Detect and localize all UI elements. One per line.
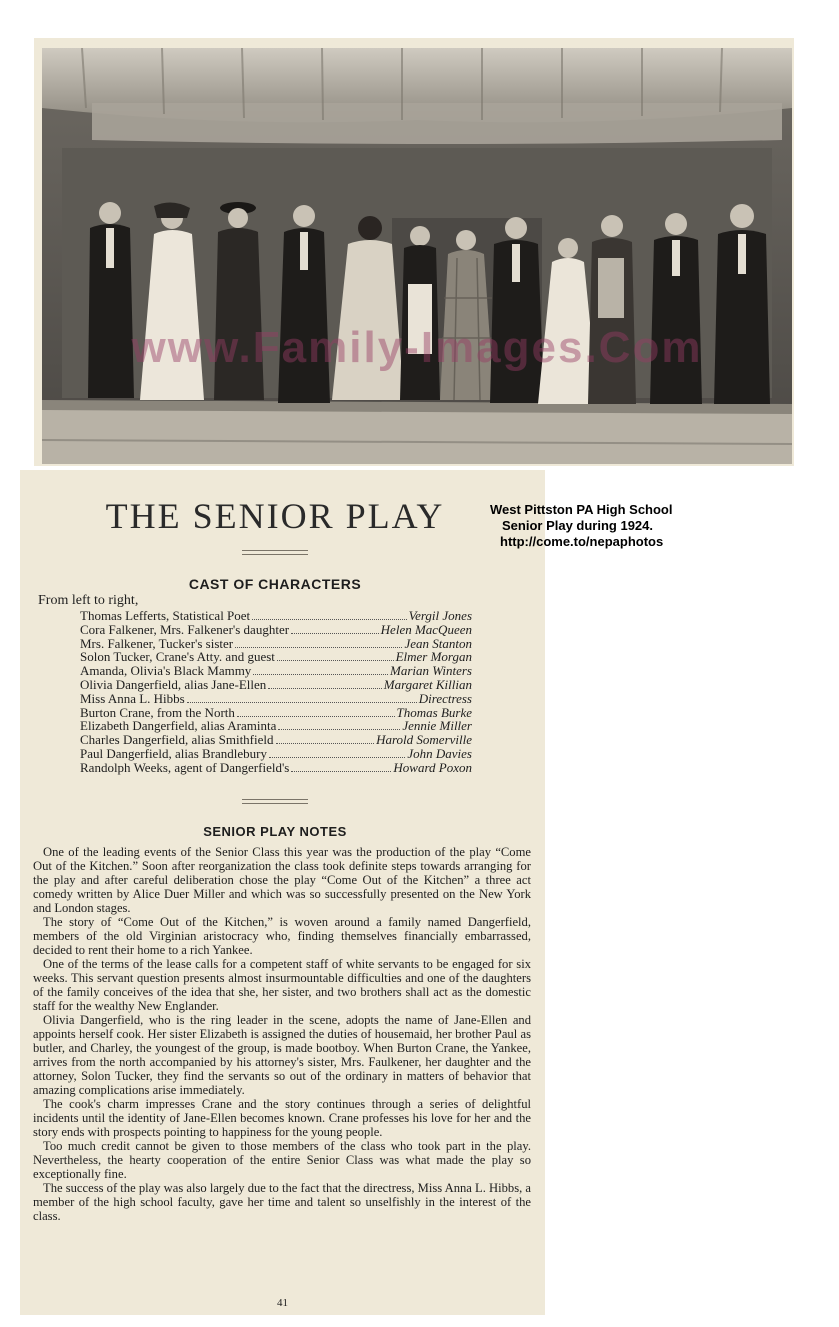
cast-actor: Margaret Killian xyxy=(383,676,472,692)
cast-role: Thomas Lefferts, Statistical Poet xyxy=(80,608,251,623)
notes-paragraph: One of the terms of the lease calls for a competent staff of white servants to be engaged for six weeks. This servant question presents almost insurmountable difficulties and one of the daughters of the family conceives of the idea that she, her sister, and two brothers shall act as the domestic staff for the wealthy New Englander. xyxy=(33,957,531,1013)
notes-paragraph: The cook's charm impresses Crane and the story continues through a series of delightful incidents until the identity of Jane-Ellen becomes known. Crane professes his love for her and the story ends with prospects pointing to happiness for the young people. xyxy=(33,1097,531,1139)
cast-role: Mrs. Falkener, Tucker's sister xyxy=(80,635,234,651)
cast-entry xyxy=(80,747,472,761)
cast-role: Burton Crane, from the North xyxy=(80,704,235,720)
notes-paragraph: Olivia Dangerfield, who is the ring leader in the scene, adopts the name of Jane-Ellen and appoints herself cook. Her sister Elizabeth is assigned the duties of housemaid, her brother Paul as butler, and Charley, the youngest of the group, is made bootboy. When Burton Crane, the Yankee, arrives from the north accompanied by his attorney's sister, Mrs. Faulkener, her daughter and the attorney, Solon Tucker, they find the servants so out of the ordinary in matters of behavior that amazing complications arise immediately. xyxy=(33,1013,531,1097)
stage-group-photo xyxy=(42,48,792,464)
notes-paragraph: One of the leading events of the Senior Class this year was the production of the play “Come Out of the Kitchen.” Soon after reorganization the class took definite steps towards arranging for the play and after careful deliberation chose the play “Come Out of the Kitchen” a three act comedy written by Alice Duer Miller and which was so successfully presented on the New York and London stages. xyxy=(33,845,531,915)
cast-entry xyxy=(80,650,472,664)
page-number: 41 xyxy=(277,1297,288,1309)
caption-line: Senior Play during 1924. xyxy=(502,518,653,533)
cast-role: Amanda, Olivia's Black Mammy xyxy=(80,663,252,679)
cast-role: Solon Tucker, Crane's Atty. and guest xyxy=(80,649,275,665)
notes-paragraph: The story of “Come Out of the Kitchen,” is woven around a family named Dangerfield, members of the old Virginian aristocracy who, finding themselves financially embarrassed, decided to rent their home to a rich Yankee. xyxy=(33,915,531,957)
page-title: THE SENIOR PLAY xyxy=(105,496,445,536)
cast-entry xyxy=(80,706,472,720)
cast-actor: Helen MacQueen xyxy=(380,621,472,637)
caption-line: West Pittston PA High School xyxy=(490,502,673,517)
cast-role: Randolph Weeks, agent of Dangerfield's xyxy=(80,759,290,775)
watermark-text: www.Family-Images.Com xyxy=(131,323,703,372)
cast-actor: Howard Poxon xyxy=(393,759,472,775)
cast-role: Elizabeth Dangerfield, alias Araminta xyxy=(80,718,277,734)
cast-actor: Vergil Jones xyxy=(408,608,472,623)
photo-caption xyxy=(490,502,710,550)
cast-entry xyxy=(80,678,472,692)
cast-actor: Jennie Miller xyxy=(402,718,472,734)
cast-actor: John Davies xyxy=(407,745,472,761)
cast-role: Cora Falkener, Mrs. Falkener's daughter xyxy=(80,621,290,637)
caption-link: http://come.to/nepaphotos xyxy=(500,534,664,549)
cast-entry xyxy=(80,637,472,651)
notes-paragraph: Too much credit cannot be given to those members of the class who took part in the play. Nevertheless, the hearty cooperation of the entire Senior Class was what made the play so exceptionally fine. xyxy=(33,1139,531,1181)
cast-role: Olivia Dangerfield, alias Jane-Ellen xyxy=(80,676,267,692)
cast-entry xyxy=(80,719,472,733)
cast-role: Paul Dangerfield, alias Brandlebury xyxy=(80,745,267,761)
cast-actor: Elmer Morgan xyxy=(395,649,472,665)
notes-body xyxy=(33,845,531,1223)
notes-heading: SENIOR PLAY NOTES xyxy=(203,824,347,839)
cast-role: Miss Anna L. Hibbs xyxy=(80,690,185,706)
cast-entry xyxy=(80,692,472,706)
cast-actor: Harold Somerville xyxy=(376,732,472,748)
cast-list xyxy=(80,609,472,775)
cast-actor: Jean Stanton xyxy=(404,635,472,651)
cast-actor: Directress xyxy=(418,690,472,706)
cast-intro: From left to right, xyxy=(38,593,139,608)
cast-entry xyxy=(80,761,472,775)
cast-actor: Marian Winters xyxy=(390,663,472,679)
cast-entry xyxy=(80,609,472,623)
cast-entry xyxy=(80,623,472,637)
section-divider xyxy=(242,799,308,804)
cast-actor: Thomas Burke xyxy=(396,704,472,720)
cast-heading: CAST OF CHARACTERS xyxy=(188,576,362,592)
cast-role: Charles Dangerfield, alias Smithfield xyxy=(80,732,274,748)
cast-entry xyxy=(80,733,472,747)
title-divider xyxy=(242,550,308,555)
notes-paragraph: The success of the play was also largely due to the fact that the directress, Miss Anna L. Hibbs, a member of the high school faculty, gave her time and talent so unselfishly in the interest of the class. xyxy=(33,1181,531,1223)
cast-entry xyxy=(80,664,472,678)
